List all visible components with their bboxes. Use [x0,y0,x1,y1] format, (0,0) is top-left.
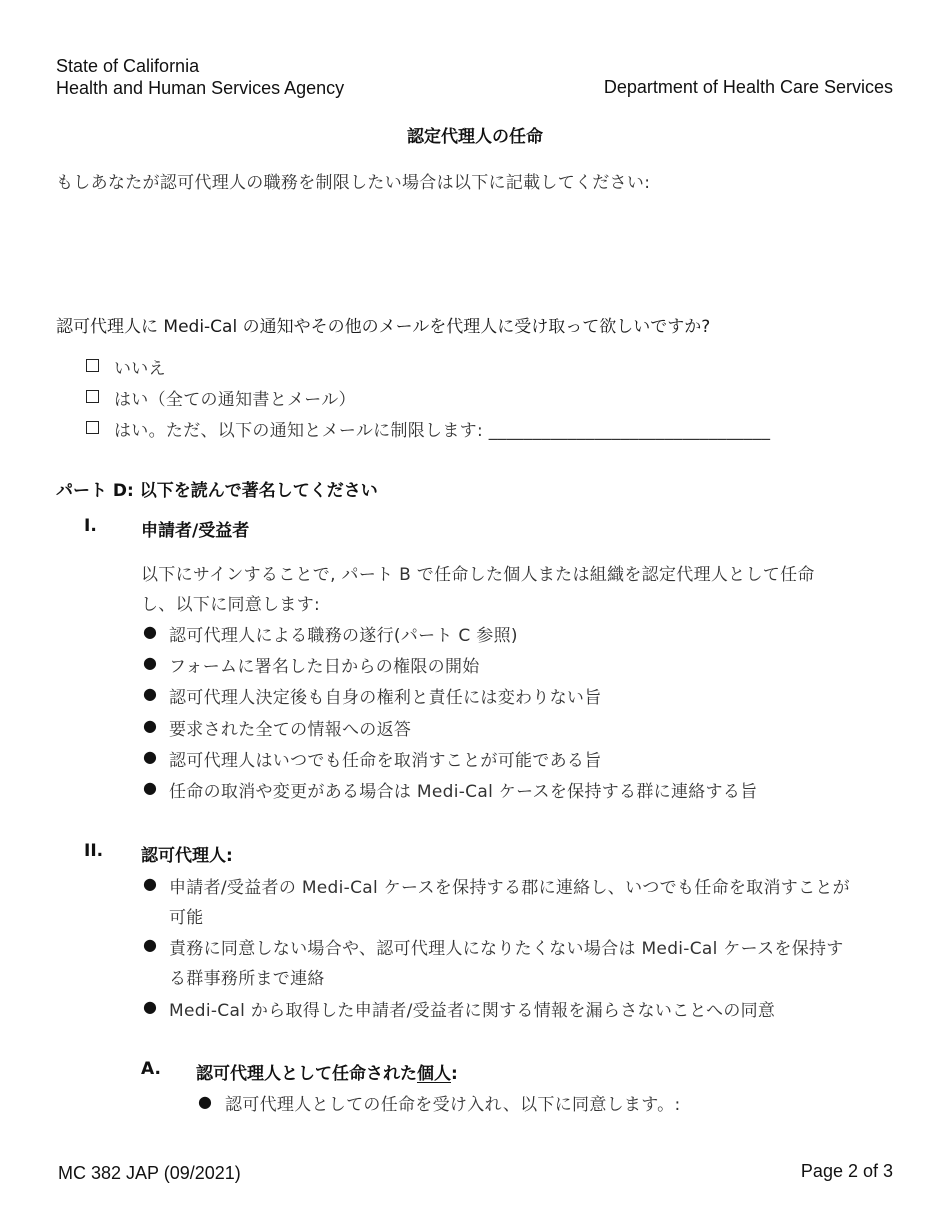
section2-bullet-line1: 申請者/受益者の Medi-Cal ケースを保持する郡に連絡し、いつでも任命を取消すことが [169,878,850,898]
bullet-icon: ● [143,778,157,797]
bullet-icon: ● [143,622,157,641]
section2-bullet-line2: 可能 [169,908,204,928]
section1-bullet: フォームに署名した日からの権限の開始 [169,657,480,677]
department-name: Department of Health Care Services [603,77,893,97]
option-all-checkbox[interactable] [86,390,99,403]
section1-bullet: 認可代理人はいつでも任命を取消すことが可能である旨 [169,751,602,771]
subsection-a-title-underlined: 個人 [417,1064,451,1084]
section2-bullet-line2: る群事務所まで連絡 [169,969,325,989]
bullet-icon: ● [143,935,157,954]
bullet-icon: ● [143,684,157,703]
bullet-icon: ● [143,747,157,766]
section1-intro-line1: 以下にサインすることで, パート B で任命した個人または組織を認定代理人として任命 [141,565,815,585]
limit-prompt: もしあなたが認可代理人の職務を制限したい場合は以下に記載してください: [56,173,651,193]
section2-bullet-line1: Medi-Cal から取得した申請者/受益者に関する情報を漏らさないことへの同意 [169,1001,776,1021]
subsection-a-title-suffix: : [451,1064,458,1084]
part-d-heading: パート D: 以下を読んで著名してください [56,481,378,501]
option-no-checkbox[interactable] [86,359,99,372]
section1-bullet: 任命の取消や変更がある場合は Medi-Cal ケースを保持する群に連絡する旨 [169,782,758,802]
agency-name: Health and Human Services Agency [56,78,345,98]
option-limited-label: はい。ただ、以下の通知とメールに制限します: [114,421,483,441]
subsection-a-title [196,1059,458,1084]
bullet-icon: ● [143,716,157,735]
bullet-icon: ● [143,653,157,672]
subsection-a-title-prefix: 認可代理人として任命された [196,1064,417,1084]
bullet-icon: ● [198,1092,212,1111]
section2-title: 認可代理人: [141,846,233,866]
option-limited-row [114,416,770,441]
subsection-a-letter: A. [141,1059,161,1079]
option-limited-blank[interactable]: ________________________________ [488,421,771,441]
option-limited-checkbox[interactable] [86,421,99,434]
section1-bullet: 認可代理人による職務の遂行(パート C 参照) [169,626,518,646]
bullet-icon: ● [143,997,157,1016]
section1-intro-line2: し、以下に同意します: [141,595,321,615]
section1-numeral: I. [84,516,97,536]
section2-numeral: II. [84,841,104,861]
section1-bullet: 認可代理人決定後も自身の権利と責任には変わりない旨 [169,688,602,708]
subsection-a-bullet: 認可代理人としての任命を受け入れ、以下に同意します。: [225,1095,681,1115]
bullet-icon: ● [143,874,157,893]
section2-bullet-line1: 責務に同意しない場合や、認可代理人になりたくない場合は Medi-Cal ケースを保持す [169,939,844,959]
state-name: State of California [56,56,200,76]
page-number: Page 2 of 3 [800,1161,893,1181]
option-no-label: いいえ [114,359,166,379]
form-id: MC 382 JAP (09/2021) [58,1163,241,1183]
section1-bullet: 要求された全ての情報への返答 [169,720,412,740]
section1-title: 申請者/受益者 [141,521,250,541]
mail-question: 認可代理人に Medi-Cal の通知やその他のメールを代理人に受け取って欲しいですか? [56,317,711,337]
page-title: 認定代理人の任命 [407,127,543,147]
option-all-label: はい（全ての通知書とメール） [114,390,356,410]
